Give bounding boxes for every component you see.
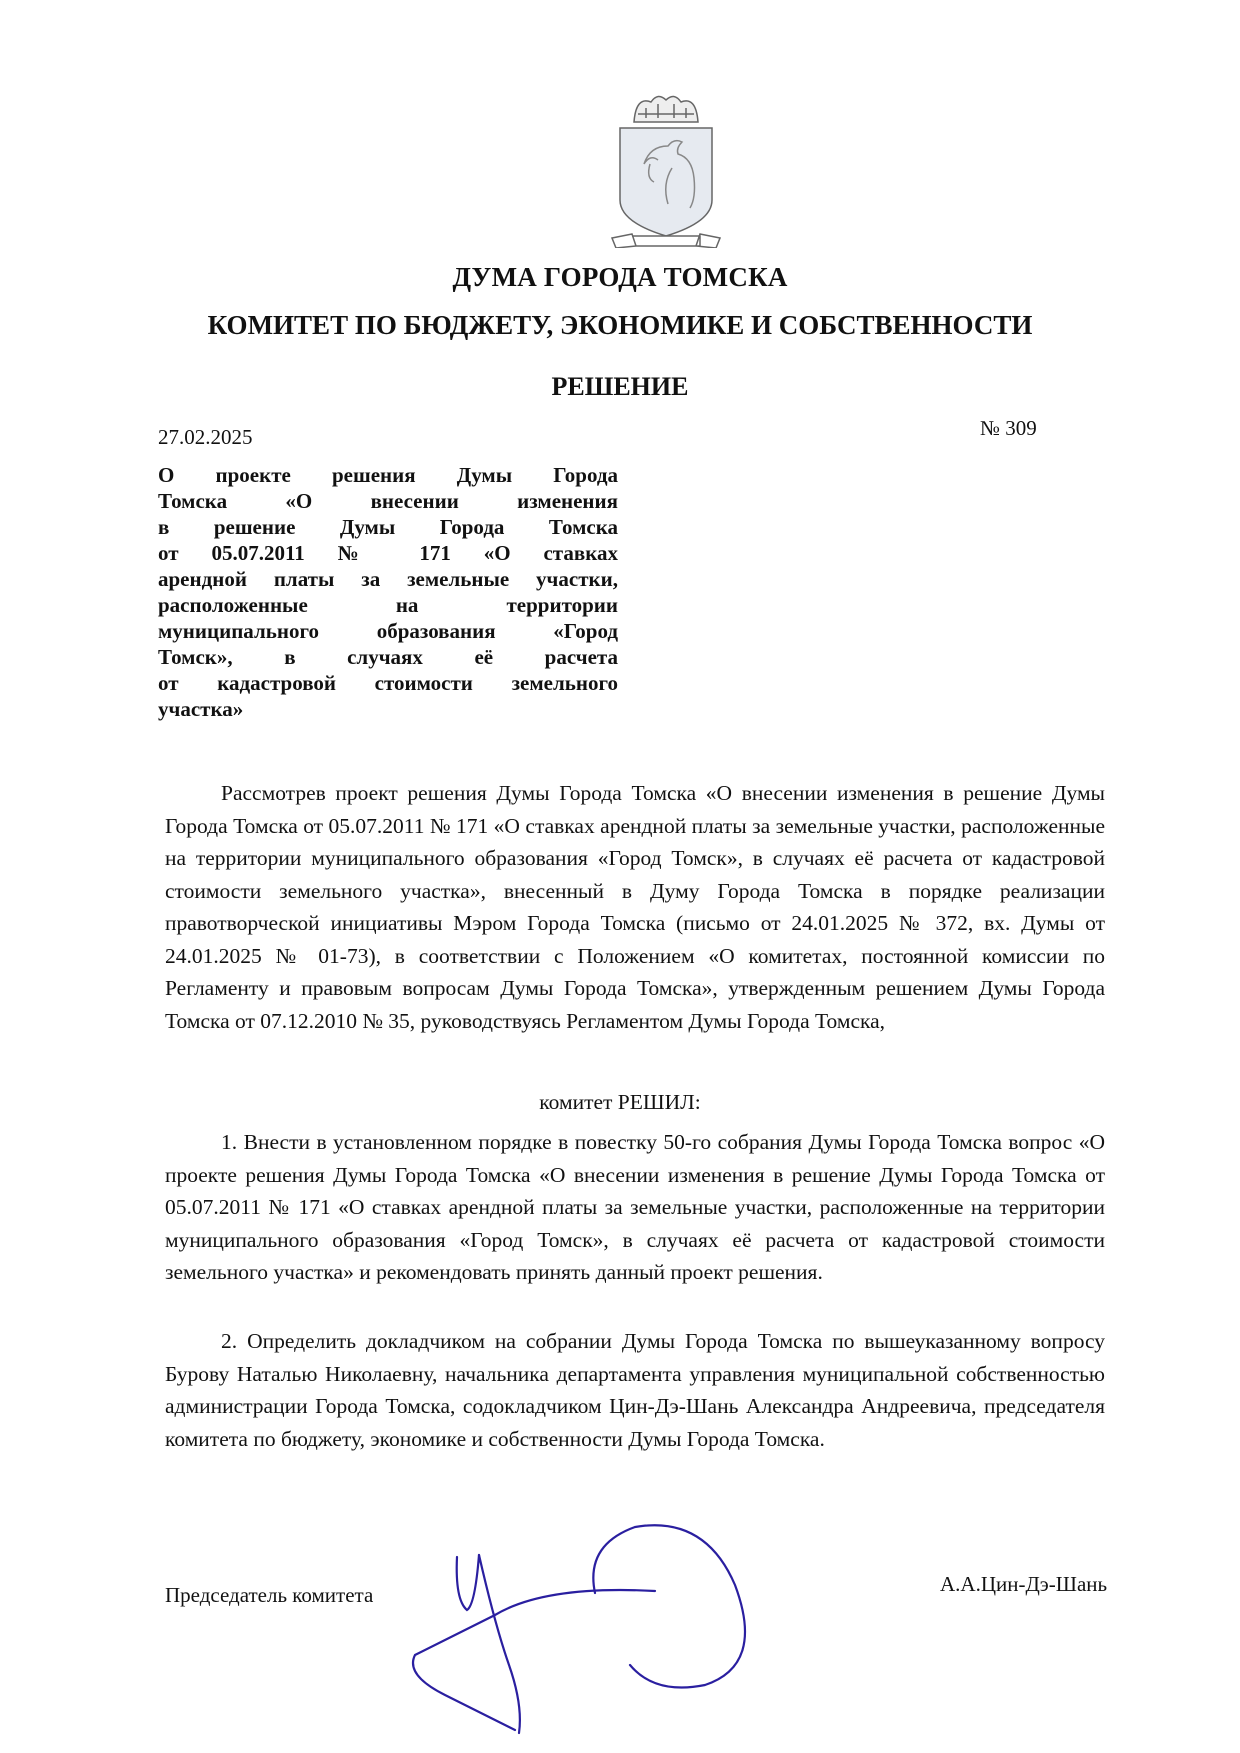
subject-line: от кадастровой стоимости земельного	[158, 671, 618, 695]
subject-line: Томск», в случаях её расчета	[158, 645, 618, 669]
subject-line: в решение Думы Города Томска	[158, 515, 618, 539]
subject-line: О проекте решения Думы Города	[158, 463, 618, 487]
subject-line: расположенные на территории	[158, 593, 618, 617]
document-subject	[158, 462, 618, 722]
subject-line: Томска «О внесении изменения	[158, 489, 618, 513]
preamble-paragraph: Рассмотрев проект решения Думы Города Томска «О внесении изменения в решение Думы Города Томска от 05.07.2011 № 171 «О ставках арендной платы за земельные участки, расположенные на территории муниципального образования «Город Томск», в случаях её расчета от кадастровой стоимости земельного участка», внесенный в Думу Города Томска в порядке реализации правотворческой инициативы Мэром Города Томска (письмо от 24.01.2025 № 372, вх. Думы от 24.01.2025 № 01-73), в соответствии с Положением «О комитетах, постоянной комиссии по Регламенту и правовым вопросам Думы Города Томска», утвержденным решением Думы Города Томска от 07.12.2010 № 35, руководствуясь Регламентом Думы Города Томска,	[165, 781, 1105, 1033]
signatory-position: Председатель комитета	[165, 1583, 374, 1607]
document-number: № 309	[980, 416, 1037, 440]
subject-line: участка»	[158, 697, 244, 721]
coat-of-arms-icon	[606, 88, 726, 248]
document-date: 27.02.2025	[158, 425, 253, 449]
committee-title: КОМИТЕТ ПО БЮДЖЕТУ, ЭКОНОМИКЕ И СОБСТВЕННОСТИ	[207, 310, 1033, 340]
decided-heading: комитет РЕШИЛ:	[539, 1090, 701, 1114]
subject-line: арендной платы за земельные участки,	[158, 567, 618, 591]
organization-title: ДУМА ГОРОДА ТОМСКА	[452, 262, 788, 292]
handwritten-signature	[405, 1505, 865, 1735]
subject-line: муниципального образования «Город	[158, 619, 618, 643]
document-type: РЕШЕНИЕ	[551, 372, 689, 401]
decision-item-2: 2. Определить докладчиком на собрании Думы Города Томска по вышеуказанному вопросу Бурову Наталью Николаевну, начальника департамента управления муниципальной собственностью администрации Города Томска, содокладчиком Цин-Дэ-Шань Александра Андреевича, председателя комитета по бюджету, экономике и собственности Думы Города Томска.	[165, 1329, 1105, 1451]
signatory-name: А.А.Цин-Дэ-Шань	[940, 1572, 1108, 1596]
subject-line: от 05.07.2011 № 171 «О ставках	[158, 541, 618, 565]
decision-item-1: 1. Внести в установленном порядке в повестку 50-го собрания Думы Города Томска вопрос «О проекте решения Думы Города Томска «О внесении изменения в решение Думы Города Томска от 05.07.2011 № 171 «О ставках арендной платы за земельные участки, расположенные на территории муниципального образования «Город Томск», в случаях её расчета от кадастровой стоимости земельного участка» и рекомендовать принять данный проект решения.	[165, 1130, 1105, 1284]
